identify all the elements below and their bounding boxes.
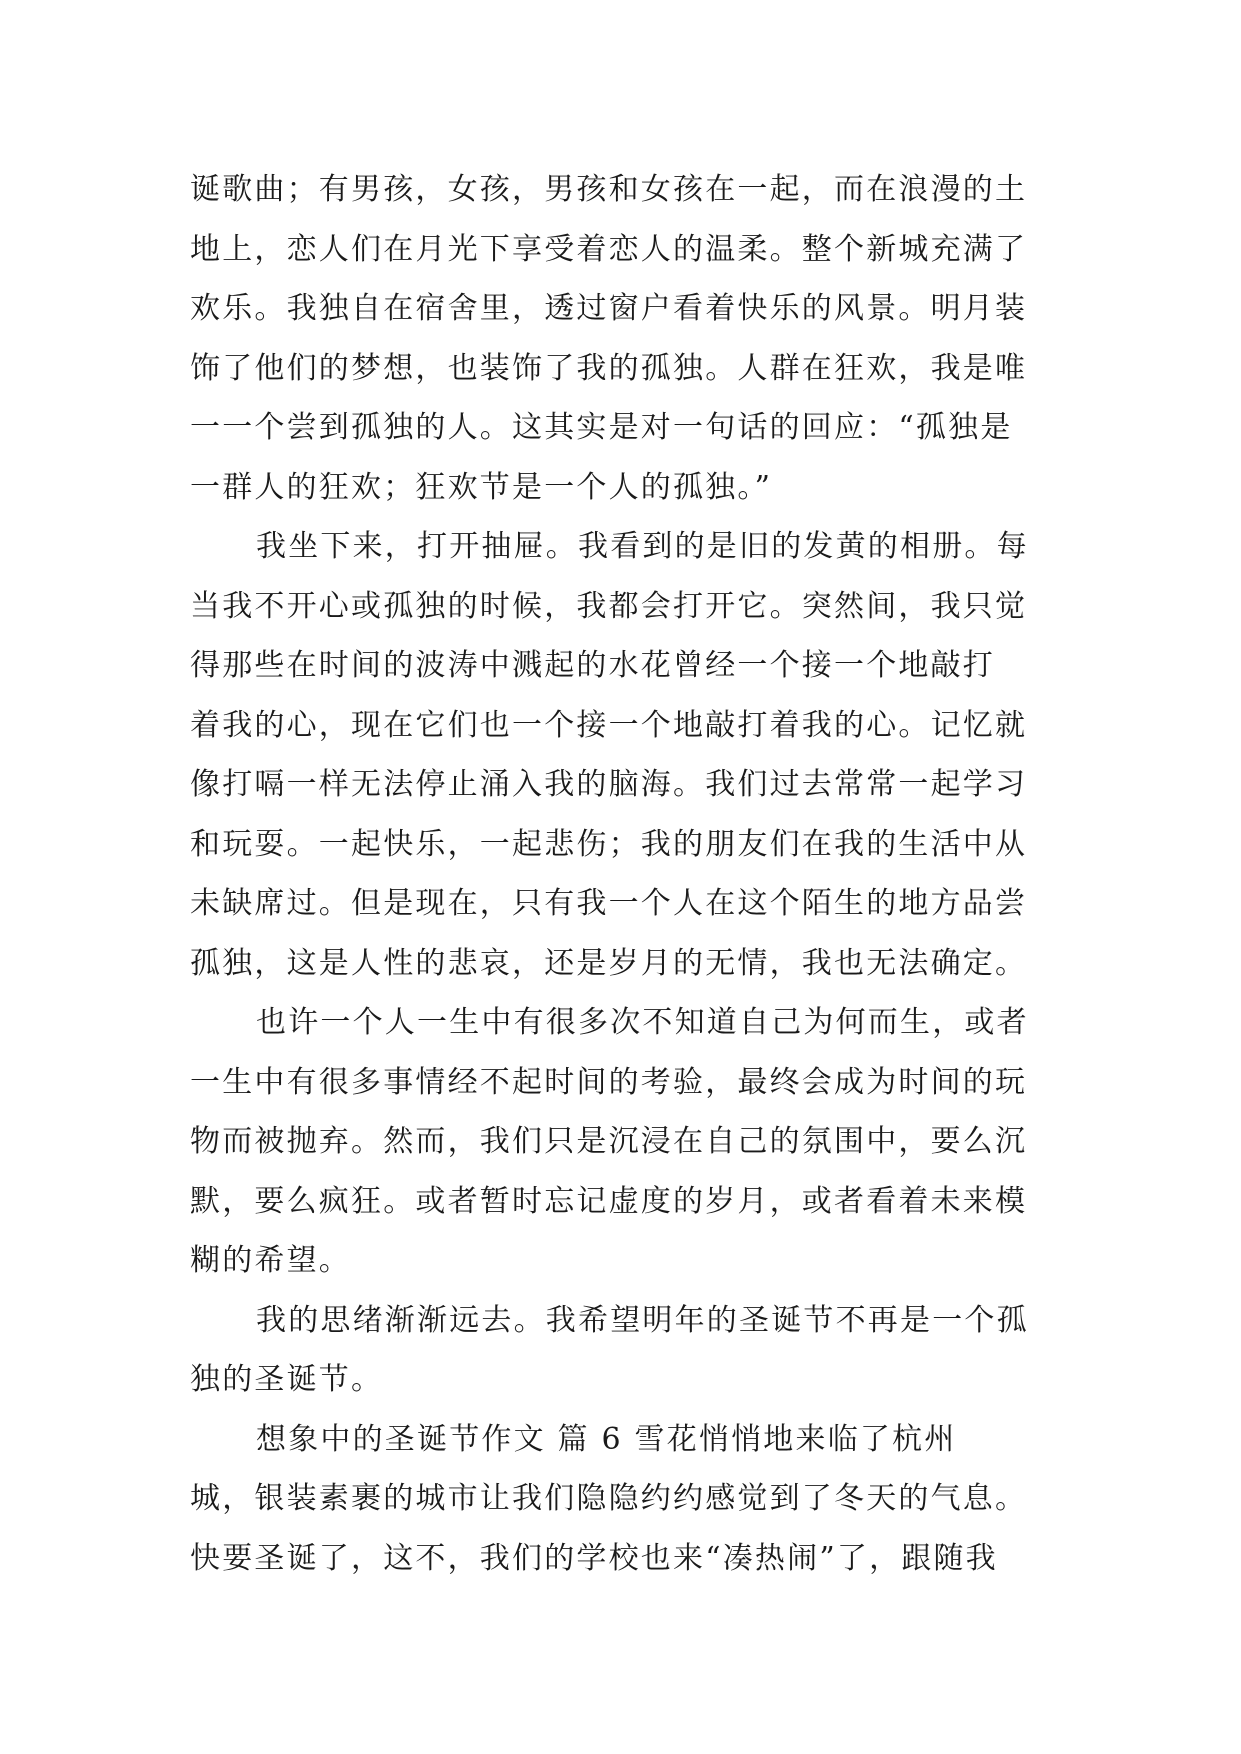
text-line: 默，要么疯狂。或者暂时忘记虚度的岁月，或者看着未来模 — [190, 1183, 1028, 1219]
text-line: 诞歌曲；有男孩，女孩，男孩和女孩在一起，而在浪漫的土 — [190, 172, 1028, 207]
text-line: 当我不开心或孤独的时候，我都会打开它。突然间，我只觉 — [190, 588, 1028, 624]
text-line: 地上，恋人们在月光下享受着恋人的温柔。整个新城充满了 — [190, 231, 1028, 267]
text-line: 独的圣诞节。 — [190, 1362, 384, 1397]
text-line: 着我的心，现在它们也一个接一个地敲打着我的心。记忆就 — [190, 707, 1028, 743]
text-line: 得那些在时间的波涛中溅起的水花曾经一个接一个地敲打 — [190, 648, 995, 683]
paragraph-first-line: 我的思绪渐渐远去。我希望明年的圣诞节不再是一个孤 — [256, 1302, 1029, 1338]
text-line: 糊的希望。 — [190, 1243, 351, 1278]
text-line: 一生中有很多事情经不起时间的考验，最终会成为时间的玩 — [190, 1064, 1028, 1100]
text-line: 城，银装素裹的城市让我们隐隐约约感觉到了冬天的气息。 — [190, 1481, 1028, 1516]
text-line: 欢乐。我独自在宿舍里，透过窗户看着快乐的风景。明月装 — [190, 291, 1028, 326]
text-line: 饰了他们的梦想，也装饰了我的孤独。人群在狂欢，我是唯 — [190, 350, 1028, 386]
paragraph-first-line: 想象中的圣诞节作文 篇 6 雪花悄悄地来临了杭州 — [256, 1421, 957, 1457]
text-line: 未缺席过。但是现在，只有我一个人在这个陌生的地方品尝 — [190, 886, 1028, 921]
text-line: 孤独，这是人性的悲哀，还是岁月的无情，我也无法确定。 — [190, 945, 1028, 981]
text-line: 一群人的狂欢；狂欢节是一个人的孤独。” — [190, 469, 773, 505]
text-line: 像打嗝一样无法停止涌入我的脑海。我们过去常常一起学习 — [190, 767, 1028, 802]
text-line: 快要圣诞了，这不，我们的学校也来“凑热闹”了，跟随我 — [190, 1540, 998, 1576]
text-line: 物而被抛弃。然而，我们只是沉浸在自己的氛围中，要么沉 — [190, 1124, 1028, 1159]
text-line: 和玩耍。一起快乐，一起悲伤；我的朋友们在我的生活中从 — [190, 826, 1028, 862]
paragraph-first-line: 我坐下来，打开抽屉。我看到的是旧的发黄的相册。每 — [256, 529, 1029, 564]
body-text — [190, 160, 1060, 1588]
paragraph-first-line: 也许一个人一生中有很多次不知道自己为何而生，或者 — [256, 1005, 1029, 1040]
text-line: 一一个尝到孤独的人。这其实是对一句话的回应：“孤独是 — [190, 410, 1013, 445]
